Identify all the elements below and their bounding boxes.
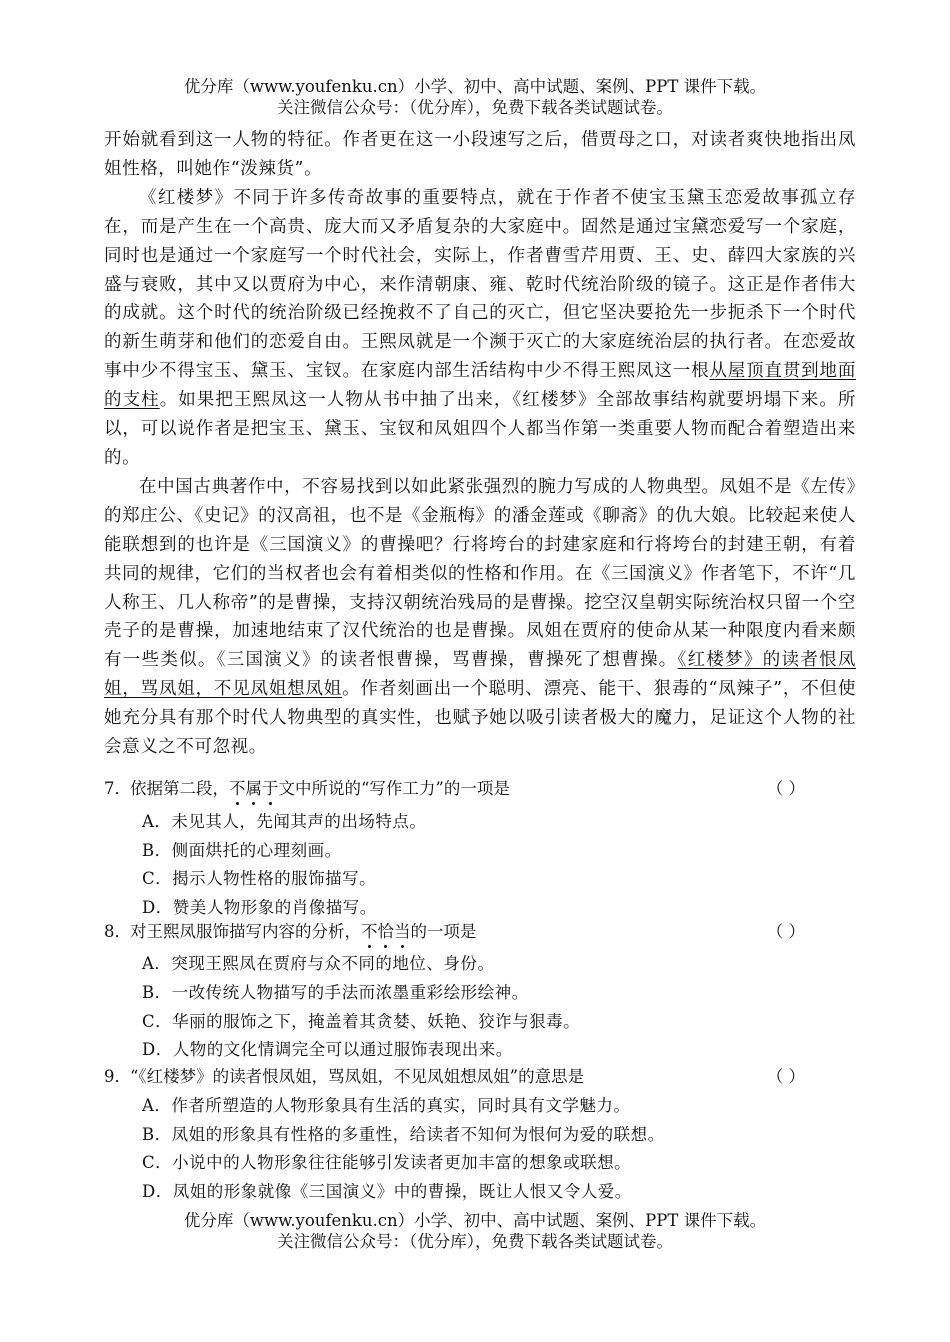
question-7-option-a[interactable]: A．未见其人，先闻其声的出场特点。: [142, 812, 427, 831]
question-9-stem: 9．“《红楼梦》的读者恨凤姐，骂凤姐，不见凤姐想凤姐”的意思是: [104, 1067, 585, 1086]
underlined-phrase-pillar: 从屋顶直贯到地面的支柱: [104, 361, 856, 411]
answer-bracket-8[interactable]: （ ）: [766, 922, 805, 941]
footer-line-1: 优分库（www.youfenku.cn）小学、初中、高中试题、案例、PPT 课件下载。: [183, 1211, 767, 1230]
question-7-option-d[interactable]: D．赞美人物形象的肖像描写。: [142, 898, 377, 917]
question-9-option-c[interactable]: C．小说中的人物形象往往能够引发读者更加丰富的想象或联想。: [142, 1153, 632, 1172]
question-7-option-b[interactable]: B．侧面烘托的心理刻画。: [142, 841, 342, 860]
question-7-option-c[interactable]: C．揭示人物性格的服饰描写。: [142, 869, 377, 888]
question-8-stem: 8．对王熙凤服饰描写内容的分析，不恰当 的一项是: [104, 921, 804, 942]
question-9-option-a[interactable]: A．作者所塑造的人物形象具有生活的真实，同时具有文学魅力。: [142, 1096, 631, 1115]
emphasis-dotted-text: 不恰当: [361, 922, 411, 941]
passage-paragraph-2: 《红楼梦》不同于许多传奇故事的重要特点，就在于作者不使宝玉黛玉恋爱故事孤立存在，而是产生在一个高贵、庞大而又矛盾复杂的大家庭中。固然是通过宝黛恋爱写一个家庭，同时也是通过一个家庭写一个时代社会，实际上，作者曹雪芹用贾、王、史、薛四大家族的兴盛与衰败，其中又以贾府为中心，来作清朝康、雍、乾时代统治阶级的镜子。这正是作者伟大的成就。这个时代的统治阶级已经挽救不了自己的灭亡，但它坚决要抢先一步扼杀下一个时代的新生萌芽和他们的恋爱自由。王熙凤就是一个濒于灭亡的大家庭统治层的执行者。在恋爱故事中少不得宝玉、黛玉、宝钗。在家庭内部生活结构中少不得王熙凤这一根从屋顶直贯到地面的支柱。如果把王熙凤这一人物从书中抽了出来，《红楼梦》全部故事结构就要坍塌下来。所以，可以说作者是把宝玉、黛玉、宝钗和凤姐四个人都当作第一类重要人物而配合着塑造出来的。: [104, 187, 856, 468]
footer-line-2: 关注微信公众号：（优分库），免费下载各类试题试卷。: [277, 1232, 673, 1251]
question-8-option-a[interactable]: A．突现王熙凤在贾府与众不同的地位、身份。: [142, 954, 495, 973]
question-8-option-b[interactable]: B．一改传统人物描写的手法而浓墨重彩绘形绘神。: [142, 983, 529, 1002]
page-footer: [0, 1210, 950, 1252]
question-8-option-c[interactable]: C．华丽的服饰之下，掩盖着其贪婪、妖艳、狡诈与狠毒。: [142, 1012, 581, 1031]
passage-paragraph-1: 开始就看到这一人物的特征。作者更在这一小段速写之后，借贾母之口，对读者爽快地指出凤姐性格，叫她作“泼辣货”。: [104, 130, 856, 179]
passage-paragraph-3: 在中国古典著作中，不容易找到以如此紧张强烈的腕力写成的人物典型。凤姐不是《左传》的郑庄公、《史记》的汉高祖，也不是《金瓶梅》的潘金莲或《聊斋》的仇大娘。比较起来使人能联想到的也许是《三国演义》的曹操吧？行将垮台的封建家庭和行将垮台的封建王朝，有着共同的规律，它们的当权者也会有着相类似的性格和作用。在《三国演义》作者笔下，不许“几人称王、几人称帝”的是曹操，支持汉朝统治残局的是曹操。挖空汉皇朝实际统治权只留一个空壳子的是曹操，加速地结束了汉代统治的也是曹操。凤姐在贾府的使命从某一种限度内看来颇有一些类似。《三国演义》的读者恨曹操，骂曹操，曹操死了想曹操。《红楼梦》的读者恨凤姐，骂凤姐，不见凤姐想凤姐。作者刻画出一个聪明、漂亮、能干、狠毒的“凤辣子”，不但使她充分具有那个时代人物典型的真实性，也赋予她以吸引读者极大的魔力，足证这个人物的社会意义之不可忽视。: [104, 476, 856, 758]
question-9-option-b[interactable]: B．凤姐的形象具有性格的多重性，给读者不知何为恨何为爱的联想。: [142, 1125, 665, 1144]
header-line-1: 优分库（www.youfenku.cn）小学、初中、高中试题、案例、PPT 课件下载。: [183, 77, 767, 96]
question-7-stem: 7．依据第二段，不属于 文中所说的“写作工力”的一项是: [104, 778, 804, 799]
answer-bracket-9[interactable]: （ ）: [766, 1067, 805, 1086]
question-8-option-d[interactable]: D．人物的文化情调完全可以通过服饰表现出来。: [142, 1040, 513, 1059]
header-line-2: 关注微信公众号：（优分库），免费下载各类试题试卷。: [277, 98, 673, 117]
underlined-sentence-fengjie: 《红楼梦》的读者恨凤姐，骂凤姐，不见凤姐想凤姐: [104, 650, 856, 700]
passage: [104, 126, 856, 762]
emphasis-dotted-text: 不属于: [229, 779, 279, 798]
page-header: [0, 76, 950, 118]
answer-bracket-7[interactable]: （ ）: [766, 779, 805, 798]
question-9-option-d[interactable]: D．凤姐的形象就像《三国演义》中的曹操，既让人恨又令人爱。: [142, 1182, 632, 1201]
